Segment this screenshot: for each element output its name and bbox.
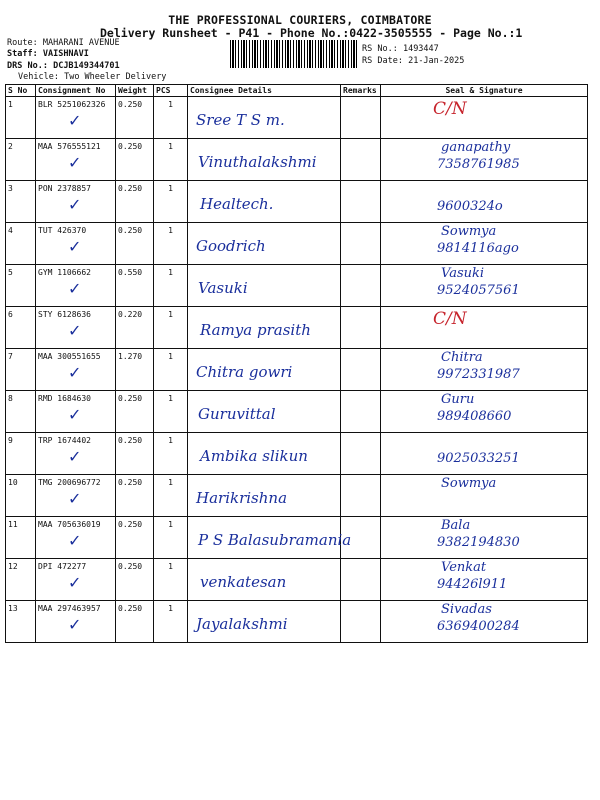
signature-phone: 989408660: [437, 409, 512, 424]
signature-cell: [381, 559, 588, 601]
drs-value: DCJB149344701: [53, 61, 120, 71]
signature-cell: [381, 517, 588, 559]
delivery-tick-icon: ✓: [68, 573, 82, 592]
table-row: [6, 139, 588, 181]
pcs-cell: 1: [154, 307, 188, 349]
col-header-remarks: Remarks: [341, 85, 381, 97]
sno-cell: 11: [6, 517, 36, 559]
consignee-handwriting: Guruvittal: [198, 405, 276, 423]
consignee-handwriting: Sree T S m.: [196, 111, 285, 129]
remarks-cell: [341, 475, 381, 517]
sno-cell: 6: [6, 307, 36, 349]
signature-phone: 6369400284: [437, 619, 520, 634]
sno-cell: 1: [6, 97, 36, 139]
signature-text: Chitra: [441, 350, 483, 365]
consignee-handwriting: Jayalakshmi: [196, 615, 288, 633]
signature-text: Bala: [441, 518, 471, 533]
consignment-no-cell: TRP 1674402 ✓: [36, 433, 116, 475]
consignment-no-cell: MAA 705636019 ✓: [36, 517, 116, 559]
staff-label: Staff:: [7, 49, 38, 59]
delivery-tick-icon: ✓: [68, 279, 82, 298]
delivery-tick-icon: ✓: [68, 615, 82, 634]
col-header-consignment: Consignment No: [36, 85, 116, 97]
remarks-cell: [341, 223, 381, 265]
route-value: MAHARANI AVENUE: [42, 38, 120, 48]
signature-text: Sivadas: [441, 602, 492, 617]
weight-cell: 0.250: [116, 517, 154, 559]
signature-phone: 9972331987: [437, 367, 520, 382]
weight-cell: 0.250: [116, 559, 154, 601]
signature-phone: 9382194830: [437, 535, 520, 550]
rs-date-label: RS Date:: [362, 56, 403, 66]
consignee-handwriting: Vasuki: [198, 279, 248, 297]
cin-mark: C/N: [433, 309, 467, 329]
document-subtitle: Delivery Runsheet - P41 - Phone No.:0422-3505555 - Page No.:1: [100, 26, 523, 40]
consignment-no-cell: STY 6128636 ✓: [36, 307, 116, 349]
table-row: [6, 97, 588, 139]
signature-phone: 94426l911: [437, 577, 508, 592]
signature-phone: 9600324o: [437, 199, 503, 214]
signature-text: Guru: [441, 392, 475, 407]
col-header-sno: S No: [6, 85, 36, 97]
signature-cell: [381, 265, 588, 307]
consignee-cell: [188, 475, 341, 517]
drs-label: DRS No.:: [7, 61, 48, 71]
signature-cell: [381, 181, 588, 223]
remarks-cell: [341, 433, 381, 475]
vehicle-value: Two Wheeler Delivery: [64, 72, 167, 82]
consignee-handwriting: Ramya prasith: [200, 321, 311, 339]
consignee-handwriting: P S Balasubramania: [198, 531, 352, 549]
table-header-row: [6, 85, 588, 97]
delivery-tick-icon: ✓: [68, 153, 82, 172]
signature-phone: 7358761985: [437, 157, 520, 172]
delivery-tick-icon: ✓: [68, 447, 82, 466]
table-row: [6, 391, 588, 433]
sno-cell: 10: [6, 475, 36, 517]
pcs-cell: 1: [154, 433, 188, 475]
consignee-handwriting: Vinuthalakshmi: [198, 153, 317, 171]
document-title: THE PROFESSIONAL COURIERS, COIMBATORE: [168, 13, 432, 27]
pcs-cell: 1: [154, 517, 188, 559]
consignment-no-cell: BLR 5251062326 ✓: [36, 97, 116, 139]
rs-date-value: 21-Jan-2025: [408, 56, 465, 66]
delivery-tick-icon: ✓: [68, 237, 82, 256]
signature-cell: [381, 349, 588, 391]
weight-cell: 0.250: [116, 475, 154, 517]
col-header-weight: Weight: [116, 85, 154, 97]
barcode: [230, 40, 358, 68]
col-header-consignee: Consignee Details: [188, 85, 341, 97]
pcs-cell: 1: [154, 139, 188, 181]
consignee-cell: [188, 601, 341, 643]
table-row: [6, 307, 588, 349]
staff-value: VAISHNAVI: [42, 49, 89, 59]
table-row: [6, 223, 588, 265]
consignee-cell: [188, 181, 341, 223]
delivery-tick-icon: ✓: [68, 363, 82, 382]
drs-line: [7, 61, 120, 71]
delivery-tick-icon: ✓: [68, 405, 82, 424]
signature-cell: [381, 307, 588, 349]
table-row: [6, 181, 588, 223]
weight-cell: 0.220: [116, 307, 154, 349]
consignee-cell: [188, 433, 341, 475]
table-row: [6, 433, 588, 475]
signature-cell: [381, 601, 588, 643]
remarks-cell: [341, 307, 381, 349]
delivery-tick-icon: ✓: [68, 195, 82, 214]
table-row: [6, 601, 588, 643]
remarks-cell: [341, 97, 381, 139]
rs-no-label: RS No.:: [362, 44, 398, 54]
consignment-no-cell: PON 2378857 ✓: [36, 181, 116, 223]
rs-no-line: [362, 44, 439, 54]
sno-cell: 9: [6, 433, 36, 475]
pcs-cell: 1: [154, 223, 188, 265]
signature-cell: [381, 139, 588, 181]
rs-no-value: 1493447: [402, 44, 439, 54]
rs-date-line: [362, 56, 464, 66]
weight-cell: 0.250: [116, 181, 154, 223]
consignee-handwriting: Goodrich: [196, 237, 266, 255]
table-row: [6, 475, 588, 517]
weight-cell: 0.250: [116, 391, 154, 433]
weight-cell: 0.250: [116, 433, 154, 475]
runsheet-table: [5, 84, 588, 643]
staff-line: [7, 49, 89, 59]
signature-text: Venkat: [441, 560, 487, 575]
consignment-no-cell: TUT 426370 ✓: [36, 223, 116, 265]
signature-cell: [381, 475, 588, 517]
pcs-cell: 1: [154, 97, 188, 139]
consignee-cell: [188, 139, 341, 181]
pcs-cell: 1: [154, 601, 188, 643]
vehicle-label: Vehicle:: [18, 72, 59, 82]
sno-cell: 5: [6, 265, 36, 307]
consignment-no-cell: RMD 1684630 ✓: [36, 391, 116, 433]
route-label: Route:: [7, 38, 38, 48]
weight-cell: 0.250: [116, 223, 154, 265]
remarks-cell: [341, 181, 381, 223]
signature-cell: [381, 433, 588, 475]
consignee-handwriting: Ambika slikun: [200, 447, 308, 465]
signature-phone: 9814116ago: [437, 241, 519, 256]
signature-text: ganapathy: [441, 140, 511, 155]
sno-cell: 8: [6, 391, 36, 433]
signature-text: Sowmya: [441, 224, 497, 239]
col-header-pcs: PCS: [154, 85, 188, 97]
table-row: [6, 349, 588, 391]
signature-cell: [381, 391, 588, 433]
consignee-handwriting: Harikrishna: [196, 489, 288, 507]
consignment-no-cell: DPI 472277 ✓: [36, 559, 116, 601]
signature-cell: [381, 223, 588, 265]
consignment-no-cell: GYM 1106662 ✓: [36, 265, 116, 307]
remarks-cell: [341, 391, 381, 433]
consignee-cell: [188, 559, 341, 601]
consignee-cell: [188, 307, 341, 349]
sno-cell: 7: [6, 349, 36, 391]
pcs-cell: 1: [154, 559, 188, 601]
remarks-cell: [341, 601, 381, 643]
consignee-handwriting: venkatesan: [200, 573, 287, 591]
delivery-tick-icon: ✓: [68, 111, 82, 130]
delivery-tick-icon: ✓: [68, 489, 82, 508]
vehicle-line: [18, 72, 166, 82]
consignment-no-cell: MAA 300551655 ✓: [36, 349, 116, 391]
remarks-cell: [341, 349, 381, 391]
consignment-no-cell: MAA 576555121 ✓: [36, 139, 116, 181]
sno-cell: 3: [6, 181, 36, 223]
sno-cell: 2: [6, 139, 36, 181]
consignment-no-cell: TMG 200696772 ✓: [36, 475, 116, 517]
sno-cell: 13: [6, 601, 36, 643]
signature-phone: 9025033251: [437, 451, 520, 466]
weight-cell: 1.270: [116, 349, 154, 391]
consignment-no-cell: MAA 297463957 ✓: [36, 601, 116, 643]
weight-cell: 0.550: [116, 265, 154, 307]
remarks-cell: [341, 139, 381, 181]
pcs-cell: 1: [154, 265, 188, 307]
pcs-cell: 1: [154, 391, 188, 433]
col-header-signature: Seal & Signature: [381, 85, 588, 97]
remarks-cell: [341, 265, 381, 307]
table-row: [6, 265, 588, 307]
weight-cell: 0.250: [116, 601, 154, 643]
consignee-cell: [188, 265, 341, 307]
delivery-tick-icon: ✓: [68, 531, 82, 550]
signature-phone: 9524057561: [437, 283, 520, 298]
signature-cell: [381, 97, 588, 139]
consignee-cell: [188, 223, 341, 265]
consignee-cell: [188, 517, 352, 559]
cin-mark: C/N: [433, 99, 467, 119]
consignee-cell: [188, 391, 341, 433]
remarks-cell: [341, 559, 381, 601]
consignee-handwriting: Healtech.: [200, 195, 274, 213]
consignee-cell: [188, 97, 341, 139]
pcs-cell: 1: [154, 349, 188, 391]
route-line: [7, 38, 120, 48]
table-row: [6, 559, 588, 601]
sno-cell: 4: [6, 223, 36, 265]
delivery-tick-icon: ✓: [68, 321, 82, 340]
weight-cell: 0.250: [116, 97, 154, 139]
signature-text: Vasuki: [441, 266, 485, 281]
pcs-cell: 1: [154, 181, 188, 223]
consignee-handwriting: Chitra gowri: [196, 363, 293, 381]
sno-cell: 12: [6, 559, 36, 601]
table-row: [6, 517, 588, 559]
consignee-cell: [188, 349, 341, 391]
signature-text: Sowmya: [441, 476, 497, 491]
pcs-cell: 1: [154, 475, 188, 517]
weight-cell: 0.250: [116, 139, 154, 181]
remarks-cell: [341, 517, 381, 559]
